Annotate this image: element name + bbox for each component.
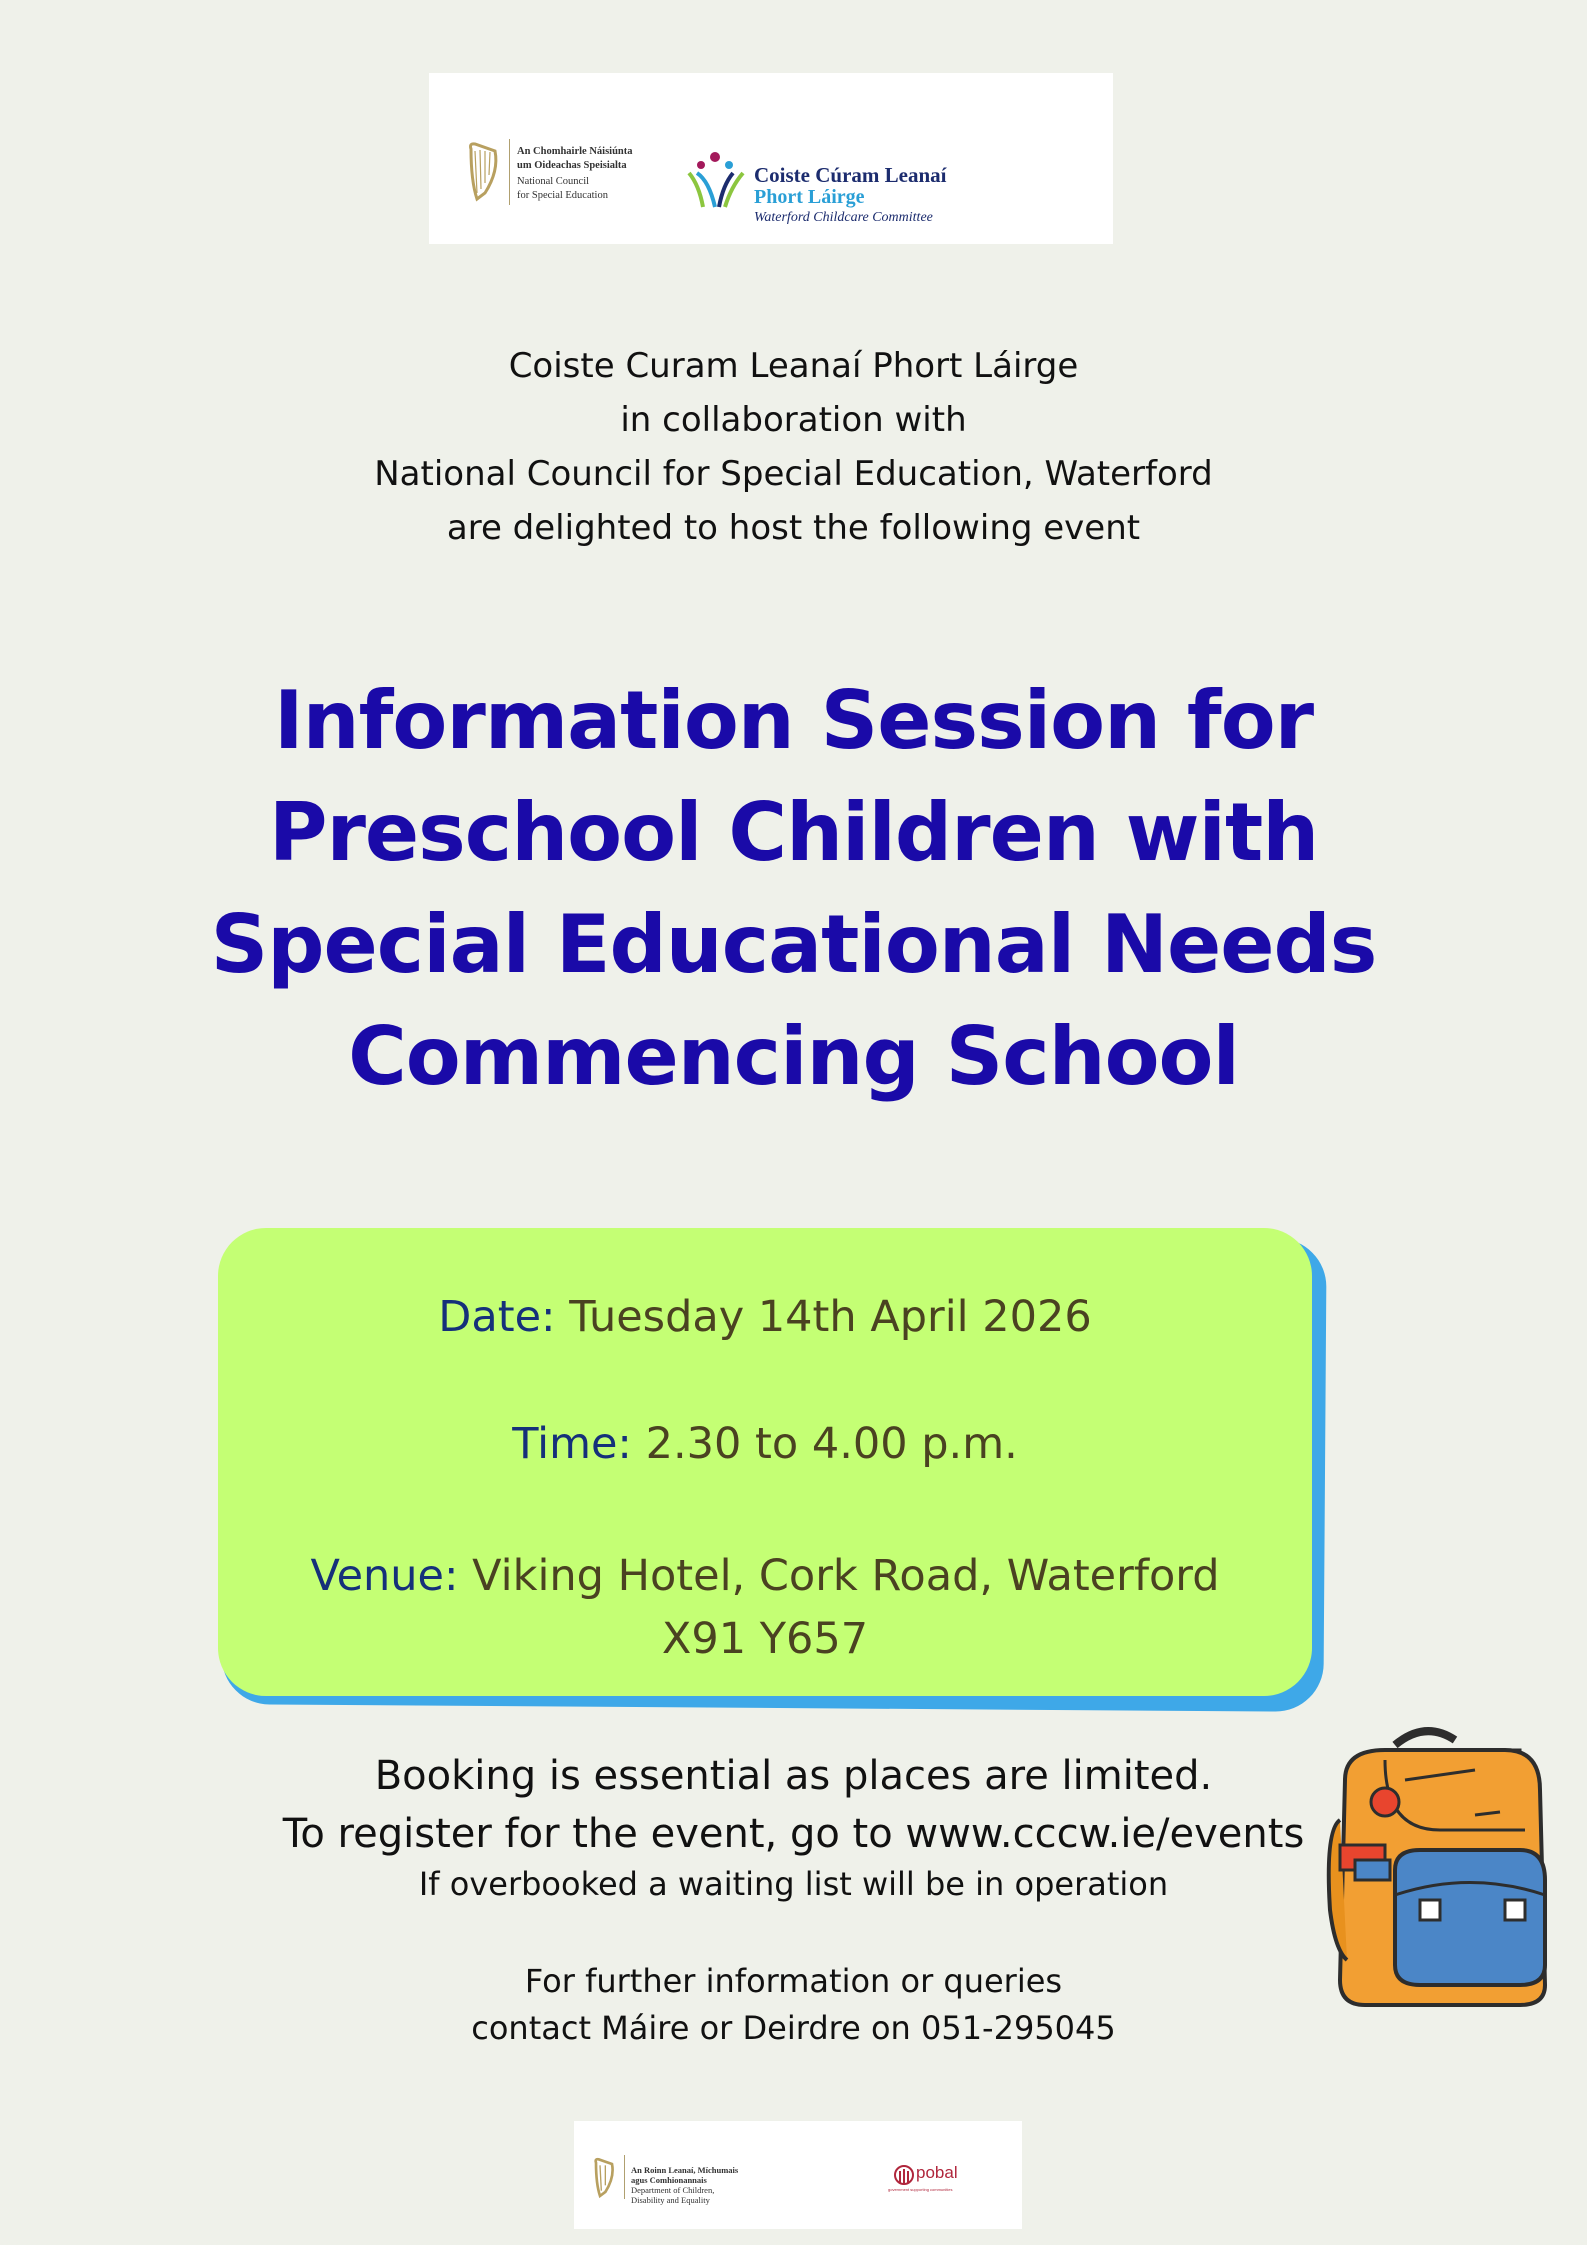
contact-line-1: For further information or queries xyxy=(524,1962,1063,2000)
dept-line-2: agus Comhionannais xyxy=(631,2175,707,2185)
dept-line-3: Department of Children, xyxy=(631,2185,715,2195)
ncse-line-3: National Council xyxy=(517,176,590,187)
event-time xyxy=(218,1419,1312,1469)
intro-line-1: Coiste Curam Leanaí Phort Láirge xyxy=(508,346,1079,386)
intro-line-3: National Council for Special Education, Waterford xyxy=(374,454,1213,494)
contact-line-2: contact Máire or Deirdre on 051-295045 xyxy=(471,2009,1116,2047)
time-label: Time: xyxy=(512,1419,632,1469)
date-value: Tuesday 14th April 2026 xyxy=(555,1292,1092,1342)
cccw-title: Coiste Cúram Leanaí xyxy=(754,163,947,187)
headline-line-1: Information Session for xyxy=(273,674,1314,767)
intro-line-4: are delighted to host the following event xyxy=(446,508,1141,548)
ncse-line-4: for Special Education xyxy=(517,190,608,201)
venue-eircode: X91 Y657 xyxy=(661,1614,869,1664)
event-venue xyxy=(218,1545,1312,1671)
event-headline xyxy=(0,665,1587,1113)
dept-line-1: An Roinn Leanaí, Míchumais xyxy=(631,2165,739,2175)
top-logo-banner xyxy=(429,73,1113,244)
bottom-logo-banner xyxy=(574,2121,1022,2229)
intro-text xyxy=(0,339,1587,555)
cccw-figures-icon xyxy=(685,151,749,211)
ncse-line-2: um Oideachas Speisialta xyxy=(517,160,627,171)
time-value: 2.30 to 4.00 p.m. xyxy=(631,1419,1018,1469)
ncse-divider xyxy=(509,139,510,205)
venue-value: Viking Hotel, Cork Road, Waterford xyxy=(458,1551,1220,1601)
intro-line-2: in collaboration with xyxy=(620,400,967,440)
headline-line-2: Preschool Children with xyxy=(268,786,1319,879)
pobal-logo-icon xyxy=(894,2165,914,2185)
headline-line-4: Commencing School xyxy=(348,1010,1239,1103)
venue-label: Venue: xyxy=(310,1551,459,1601)
cccw-english-name: Waterford Childcare Committee xyxy=(754,210,933,225)
booking-line-2: To register for the event, go to www.cccw.ie/events xyxy=(282,1811,1305,1857)
pobal-name: pobal xyxy=(916,2163,958,2182)
booking-line-1: Booking is essential as places are limited. xyxy=(374,1753,1213,1799)
dept-divider xyxy=(624,2155,625,2199)
pobal-tagline: government supporting communities xyxy=(888,2187,953,2192)
cccw-subtitle: Phort Láirge xyxy=(754,186,865,208)
ncse-line-1: An Chomhairle Náisiúnta xyxy=(517,146,633,157)
government-harp-icon xyxy=(592,2157,616,2199)
headline-line-3: Special Educational Needs xyxy=(210,898,1377,991)
dept-logo-text xyxy=(631,2165,738,2205)
ncse-logo-text xyxy=(517,145,633,203)
dept-line-4: Disability and Equality xyxy=(631,2195,710,2205)
harp-emblem-icon xyxy=(465,141,501,203)
event-date xyxy=(218,1292,1312,1342)
date-label: Date: xyxy=(438,1292,556,1342)
backpack-illustration-icon xyxy=(1325,1720,1565,2020)
booking-line-3: If overbooked a waiting list will be in operation xyxy=(418,1865,1169,1903)
